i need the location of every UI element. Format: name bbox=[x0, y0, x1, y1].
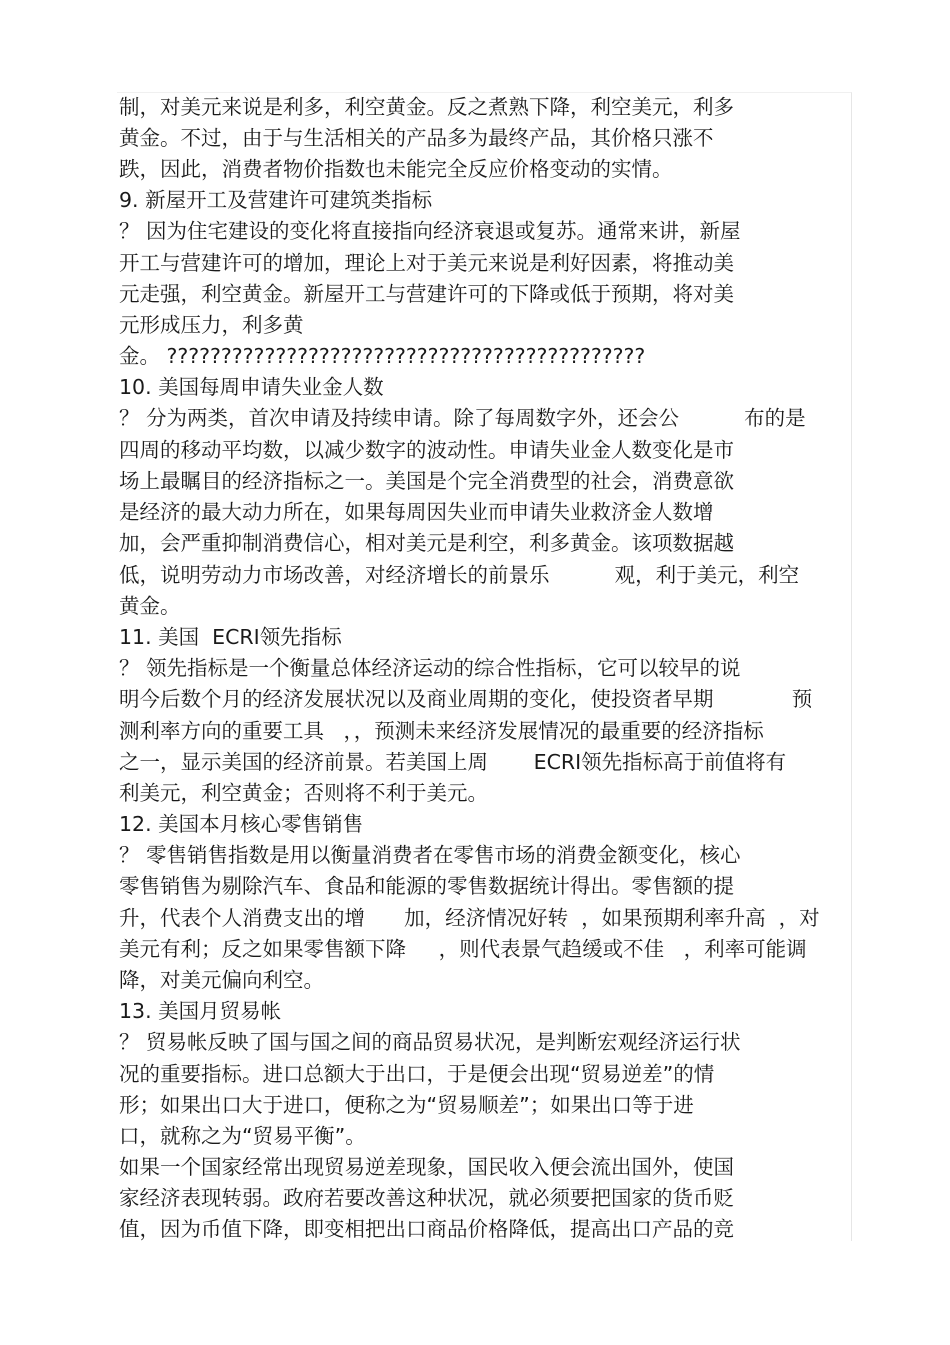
text-line: 加，会严重抑制消费信心，相对美元是利空，利多黄金。该项数据越 bbox=[119, 531, 734, 555]
text-line: 金。 ???????????????????????????????????????????? bbox=[119, 344, 646, 368]
section-heading: 10. 美国每周申请失业金人数 bbox=[119, 375, 384, 399]
section-heading: 13. 美国月贸易帐 bbox=[119, 999, 282, 1023]
text-line: 利美元，利空黄金；否则将不利于美元。 bbox=[119, 781, 488, 805]
text-line: ？ 贸易帐反映了国与国之间的商品贸易状况，是判断宏观经济运行状 bbox=[119, 1030, 741, 1054]
text-line: 制，对美元来说是利多，利空黄金。反之煮熟下降，利空美元，利多 bbox=[119, 95, 734, 119]
text-line: 如果一个国家经常出现贸易逆差现象，国民收入便会流出国外，使国 bbox=[119, 1155, 734, 1179]
section-heading: 12. 美国本月核心零售销售 bbox=[119, 812, 364, 836]
text-line: 美元有利；反之如果零售额下降 ，则代表景气趋缓或不佳 ，利率可能调 bbox=[119, 937, 807, 961]
text-line: 之一，显示美国的经济前景。若美国上周 ECRI领先指标高于前值将有 bbox=[119, 750, 787, 774]
text-line: 黄金。不过，由于与生活相关的产品多为最终产品，其价格只涨不 bbox=[119, 126, 714, 150]
text-line: 元形成压力，利多黄 bbox=[119, 313, 304, 337]
section-heading: 11. 美国 ECRI领先指标 bbox=[119, 625, 342, 649]
text-line: 零售销售为剔除汽车、食品和能源的零售数据统计得出。零售额的提 bbox=[119, 874, 734, 898]
text-line: 开工与营建许可的增加，理论上对于美元来说是利好因素，将推动美 bbox=[119, 251, 734, 275]
text-line: 测利率方向的重要工具 ，，预测未来经济发展情况的最重要的经济指标 bbox=[119, 719, 764, 743]
text-line: 值，因为币值下降，即变相把出口商品价格降低，提高出口产品的竞 bbox=[119, 1217, 734, 1241]
text-line: 是经济的最大动力所在，如果每周因失业而申请失业救济金人数增 bbox=[119, 500, 714, 524]
text-line: 明今后数个月的经济发展状况以及商业周期的变化，使投资者早期 预 bbox=[119, 687, 813, 711]
text-line: 元走强，利空黄金。新屋开工与营建许可的下降或低于预期，将对美 bbox=[119, 282, 734, 306]
text-line: 低，说明劳动力市场改善，对经济增长的前景乐 观，利于美元，利空 bbox=[119, 563, 800, 587]
text-line: 黄金。 bbox=[119, 594, 181, 618]
text-line: 降，对美元偏向利空。 bbox=[119, 968, 324, 992]
text-line: ？ 零售销售指数是用以衡量消费者在零售市场的消费金额变化，核心 bbox=[119, 843, 741, 867]
section-heading: 9. 新屋开工及营建许可建筑类指标 bbox=[119, 188, 433, 212]
text-line: 形；如果出口大于进口，便称之为“贸易顺差”；如果出口等于进 bbox=[119, 1093, 694, 1117]
text-line: 家经济表现转弱。政府若要改善这种状况，就必须要把国家的货币贬 bbox=[119, 1186, 734, 1210]
text-line: ？ 领先指标是一个衡量总体经济运动的综合性指标，它可以较早的说 bbox=[119, 656, 741, 680]
text-line: 四周的移动平均数，以减少数字的波动性。申请失业金人数变化是市 bbox=[119, 438, 734, 462]
text-line: 跌，因此，消费者物价指数也未能完全反应价格变动的实情。 bbox=[119, 157, 673, 181]
text-line: ？ 因为住宅建设的变化将直接指向经济衰退或复苏。通常来讲，新屋 bbox=[119, 219, 741, 243]
text-line: 场上最瞩目的经济指标之一。美国是个完全消费型的社会，消费意欲 bbox=[119, 469, 734, 493]
text-line: ？ 分为两类，首次申请及持续申请。除了每周数字外，还会公 布的是 bbox=[119, 406, 806, 430]
text-line: 升，代表个人消费支出的增 加，经济情况好转 ，如果预期利率升高 ，对 bbox=[119, 906, 820, 930]
text-line: 口，就称之为“贸易平衡”。 bbox=[119, 1124, 366, 1148]
text-line: 况的重要指标。进口总额大于出口，于是便会出现“贸易逆差”的情 bbox=[119, 1062, 715, 1086]
